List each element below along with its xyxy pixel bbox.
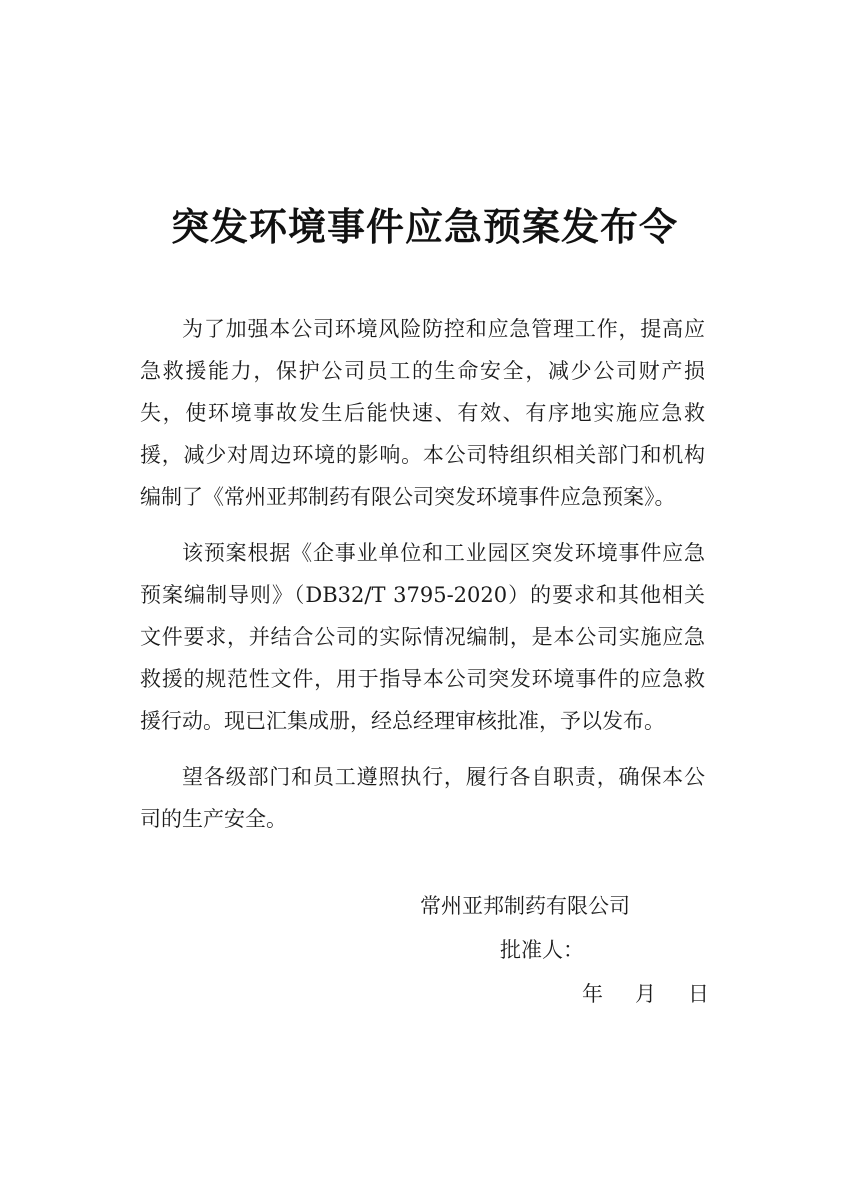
paragraph-1: 为了加强本公司环境风险防控和应急管理工作，提高应急救援能力，保护公司员工的生命安全，减少公司财产损失，使环境事故发生后能快速、有效、有序地实施应急救援，减少对周边环境的影响。本公司特组织相关部门和机构编制了《常州亚邦制药有限公司突发环境事件应急预案》。: [140, 317, 705, 509]
document-title: 突发环境事件应急预案发布令: [170, 205, 678, 249]
date-month-label: 月: [635, 982, 656, 1006]
signature-approver-label: 批准人：: [500, 938, 584, 962]
date-year-label: 年: [582, 982, 603, 1006]
paragraph-3: 望各级部门和员工遵照执行，履行各自职责，确保本公司的生产安全。: [140, 765, 705, 831]
document-body: [140, 308, 705, 854]
signature-date: [582, 978, 709, 1008]
paragraph-2: 该预案根据《企事业单位和工业园区突发环境事件应急预案编制导则》（DB32/T 3795-2020）的要求和其他相关文件要求，并结合公司的实际情况编制，是本公司实施应急救援的规范性文件，用于指导本公司突发环境事件的应急救援行动。现已汇集成册，经总经理审核批准，予以发布。: [140, 541, 705, 733]
signature-company: 常州亚邦制药有限公司: [420, 894, 630, 918]
date-day-label: 日: [688, 982, 709, 1006]
